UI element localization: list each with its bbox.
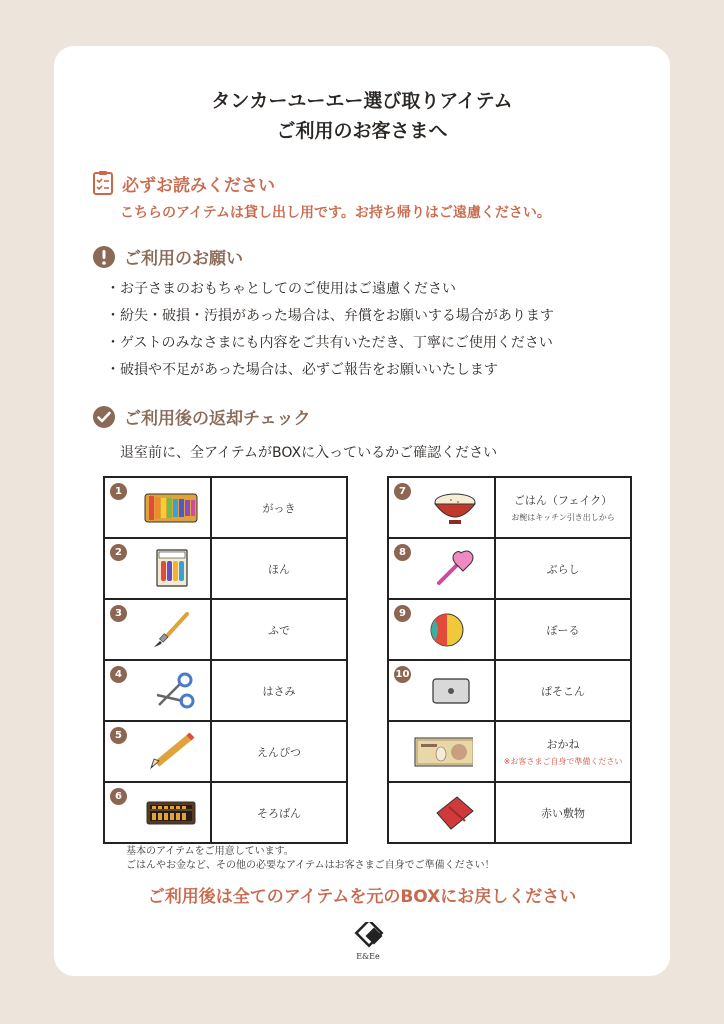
- item-number-badge: 5: [110, 727, 127, 744]
- laptop-icon: [427, 671, 483, 709]
- item-number-badge: 4: [110, 666, 127, 683]
- item-name-cell: [495, 538, 631, 599]
- item-name: ぼーる: [546, 623, 580, 637]
- hairbrush-icon: [427, 549, 483, 587]
- item-name-cell: [495, 782, 631, 843]
- item-image-cell: [104, 538, 211, 599]
- item-name: おかね: [546, 738, 580, 751]
- table-row: [388, 782, 631, 843]
- item-number-badge: 9: [394, 605, 411, 622]
- list-item: ・破損や不足があった場合は、必ずご報告をお願いいたします: [106, 362, 498, 378]
- item-number-badge: 7: [394, 483, 411, 500]
- list-item: ・紛失・破損・汚損があった場合は、弁償をお願いする場合があります: [106, 308, 554, 324]
- footer-note-2: ごはんやお金など、その他の必要なアイテムはお客さまご自身でご準備ください！: [126, 860, 495, 871]
- pencil-icon: [143, 732, 199, 770]
- item-name-cell: [495, 477, 631, 538]
- table-row: [104, 782, 347, 843]
- item-image-cell: [388, 721, 495, 782]
- notice-heading: [92, 170, 275, 196]
- item-name-cell: [211, 599, 347, 660]
- requests-list: [106, 280, 554, 388]
- page-subtitle: ご利用のお客さまへ: [276, 120, 448, 142]
- check-circle-icon: [92, 405, 116, 429]
- item-name: はさみ: [262, 684, 296, 698]
- item-name-cell: [211, 538, 347, 599]
- item-name: ほん: [268, 562, 290, 576]
- item-note: お椀はキッチン引き出しから: [511, 513, 615, 522]
- item-image-cell: [388, 477, 495, 538]
- item-name: ぶらし: [546, 562, 580, 576]
- item-name: がっき: [262, 501, 296, 515]
- table-row: [388, 477, 631, 538]
- brand-logo-text: E&Ee: [356, 952, 380, 961]
- table-row: [388, 599, 631, 660]
- item-image-cell: [104, 660, 211, 721]
- table-row: [104, 599, 347, 660]
- item-name-cell: [211, 477, 347, 538]
- notice-text: こちらのアイテムは貸し出し用です。お持ち帰りはご遠慮ください。: [120, 205, 551, 221]
- list-item: ・ゲストのみなさまにも内容をご共有いただき、丁寧にご使用ください: [106, 335, 553, 351]
- table-row: [388, 721, 631, 782]
- item-note: ※お客さまご自身で準備ください: [503, 757, 623, 766]
- table-row: [104, 477, 347, 538]
- table-row: [104, 538, 347, 599]
- page-title: タンカーユーエー選び取りアイテム: [211, 90, 513, 112]
- return-check-intro: 退室前に、全アイテムがBOXに入っているかご確認ください: [120, 445, 498, 461]
- scissors-icon: [143, 671, 199, 709]
- item-name: 赤い敷物: [541, 806, 585, 820]
- notice-heading-label: 必ずお読みください: [122, 175, 275, 196]
- item-number-badge: 2: [110, 544, 127, 561]
- item-image-cell: [104, 721, 211, 782]
- item-name: ぱそこん: [541, 684, 585, 698]
- book-icon: [143, 549, 199, 587]
- item-number-badge: 8: [394, 544, 411, 561]
- item-name-cell: [211, 721, 347, 782]
- item-name: そろばん: [257, 806, 301, 820]
- item-image-cell: [388, 538, 495, 599]
- table-row: [388, 660, 631, 721]
- return-check-heading: [92, 404, 311, 429]
- item-name: ごはん（フェイク）: [513, 494, 613, 507]
- rice-bowl-icon: [427, 488, 483, 526]
- item-image-cell: [388, 599, 495, 660]
- item-number-badge: 1: [110, 483, 127, 500]
- item-image-cell: [388, 660, 495, 721]
- item-image-cell: [388, 782, 495, 843]
- ball-icon: [427, 610, 483, 648]
- table-row: [388, 538, 631, 599]
- item-name-cell: [495, 660, 631, 721]
- table-row: [104, 660, 347, 721]
- item-name-cell: [495, 599, 631, 660]
- banknote-icon: [409, 732, 473, 770]
- item-name-cell: [211, 660, 347, 721]
- requests-heading: [92, 244, 243, 269]
- item-image-cell: [104, 477, 211, 538]
- item-number-badge: 3: [110, 605, 127, 622]
- xylophone-icon: [143, 488, 199, 526]
- item-image-cell: [104, 782, 211, 843]
- closing-message: ご利用後は全てのアイテムを元のBOXにお戻しください: [147, 887, 577, 907]
- item-name-cell: [211, 782, 347, 843]
- exclamation-icon: [92, 245, 116, 269]
- item-image-cell: [104, 599, 211, 660]
- item-number-badge: 6: [110, 788, 127, 805]
- items-table-right: [387, 476, 632, 844]
- requests-heading-label: ご利用のお願い: [124, 249, 243, 269]
- items-table-left: [103, 476, 348, 844]
- item-name-cell: [495, 721, 631, 782]
- return-check-heading-label: ご利用後の返却チェック: [124, 409, 311, 429]
- brush-icon: [143, 610, 199, 648]
- table-row: [104, 721, 347, 782]
- item-name: えんぴつ: [257, 745, 301, 759]
- footer-note-1: 基本のアイテムをご用意しています。: [126, 846, 294, 857]
- item-number-badge: 10: [394, 666, 411, 683]
- list-item: ・お子さまのおもちゃとしてのご使用はご遠慮ください: [106, 281, 456, 297]
- abacus-icon: [143, 793, 199, 831]
- clipboard-icon: [92, 170, 114, 196]
- item-name: ふで: [268, 623, 290, 637]
- red-cloth-icon: [427, 793, 483, 831]
